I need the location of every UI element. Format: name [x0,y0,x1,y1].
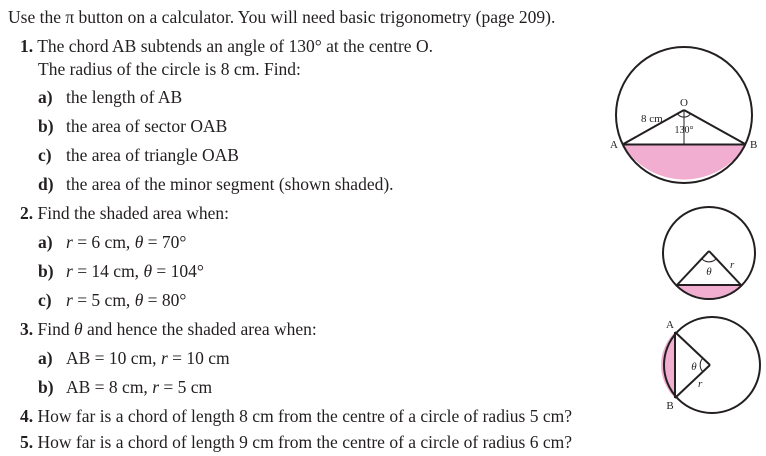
part-text: = 6 cm, [72,232,135,252]
label-r: r [730,259,735,271]
figure-1-circle-diagram [600,0,766,200]
figure-3-circle-diagram [640,310,766,420]
question-number: 5. [20,432,34,452]
shaded-minor-segment [623,145,747,180]
question-number: 3. [20,319,34,339]
question-1-line2: The radius of the circle is 8 cm. Find: [38,59,301,79]
part-text: = 104° [152,261,204,281]
label-a: A [610,139,618,151]
question-number: 2. [20,203,34,223]
label-r: r [698,378,703,390]
part-text: the area of sector OAB [66,116,228,136]
label-b: B [750,139,758,151]
question-text: Find [37,319,74,339]
question-1d [38,174,394,194]
part-text: = 5 cm, [72,290,135,310]
question-4 [20,406,572,426]
question-3a [38,348,230,368]
part-label: c) [38,290,52,310]
shaded-segment [677,285,741,298]
label-a: A [666,319,674,331]
question-2b [38,261,204,281]
var-theta: θ [73,319,83,339]
question-3b [38,377,212,397]
question-1 [20,36,433,56]
question-text: How far is a chord of length 8 cm from the centre of a circle of radius 5 cm? [37,406,573,426]
label-o: O [680,97,688,109]
part-text: the length of AB [66,87,183,107]
question-text: Find the shaded area when: [37,203,229,223]
part-text: = 5 cm [159,377,213,397]
question-3 [20,319,317,339]
question-number: 4. [20,406,34,426]
figure-2-circle-diagram [640,200,766,310]
label-radius: 8 cm [641,113,663,125]
question-1c [38,145,239,165]
part-text: AB = 10 cm, [66,348,161,368]
label-b: B [666,400,674,412]
part-text: = 80° [143,290,187,310]
var-theta: θ [134,232,144,252]
part-label: a) [38,232,53,252]
var-r: r [152,377,159,397]
var-theta: θ [134,290,144,310]
question-text: How far is a chord of length 9 cm from the centre of a circle of radius 6 cm? [37,432,573,452]
question-text: The chord AB subtends an angle of 130° at the centre O. [37,36,433,56]
question-1a [38,87,182,107]
var-theta: θ [143,261,153,281]
part-text: the area of the minor segment (shown shaded). [66,174,394,194]
part-label: b) [38,116,54,136]
part-text: = 14 cm, [72,261,144,281]
var-r: r [66,261,73,281]
part-text: the area of triangle OAB [66,145,239,165]
label-theta: θ [691,361,697,373]
var-r: r [66,232,73,252]
part-label: b) [38,377,54,397]
intro-text: Use the π button on a calculator. You will need basic trigonometry (page 209). [8,7,556,27]
angle-arc [700,358,703,372]
part-label: d) [38,174,54,194]
question-2 [20,203,229,223]
question-2a [38,232,186,252]
var-r: r [160,348,168,368]
question-1b [38,116,227,136]
var-r: r [66,290,73,310]
radius-left [677,251,709,285]
part-label: a) [38,87,53,107]
angle-arc [702,259,716,262]
label-angle: 130° [674,125,694,136]
part-text: = 70° [143,232,187,252]
question-text: and hence the shaded area when: [82,319,317,339]
part-label: b) [38,261,54,281]
question-5 [20,432,572,452]
label-theta: θ [706,266,712,278]
question-number: 1. [20,36,34,56]
part-label: a) [38,348,53,368]
question-2c [38,290,186,310]
radius-right [709,251,741,285]
part-label: c) [38,145,52,165]
circle-outline [664,317,760,413]
part-text: AB = 8 cm, [66,377,153,397]
part-text: = 10 cm [167,348,230,368]
